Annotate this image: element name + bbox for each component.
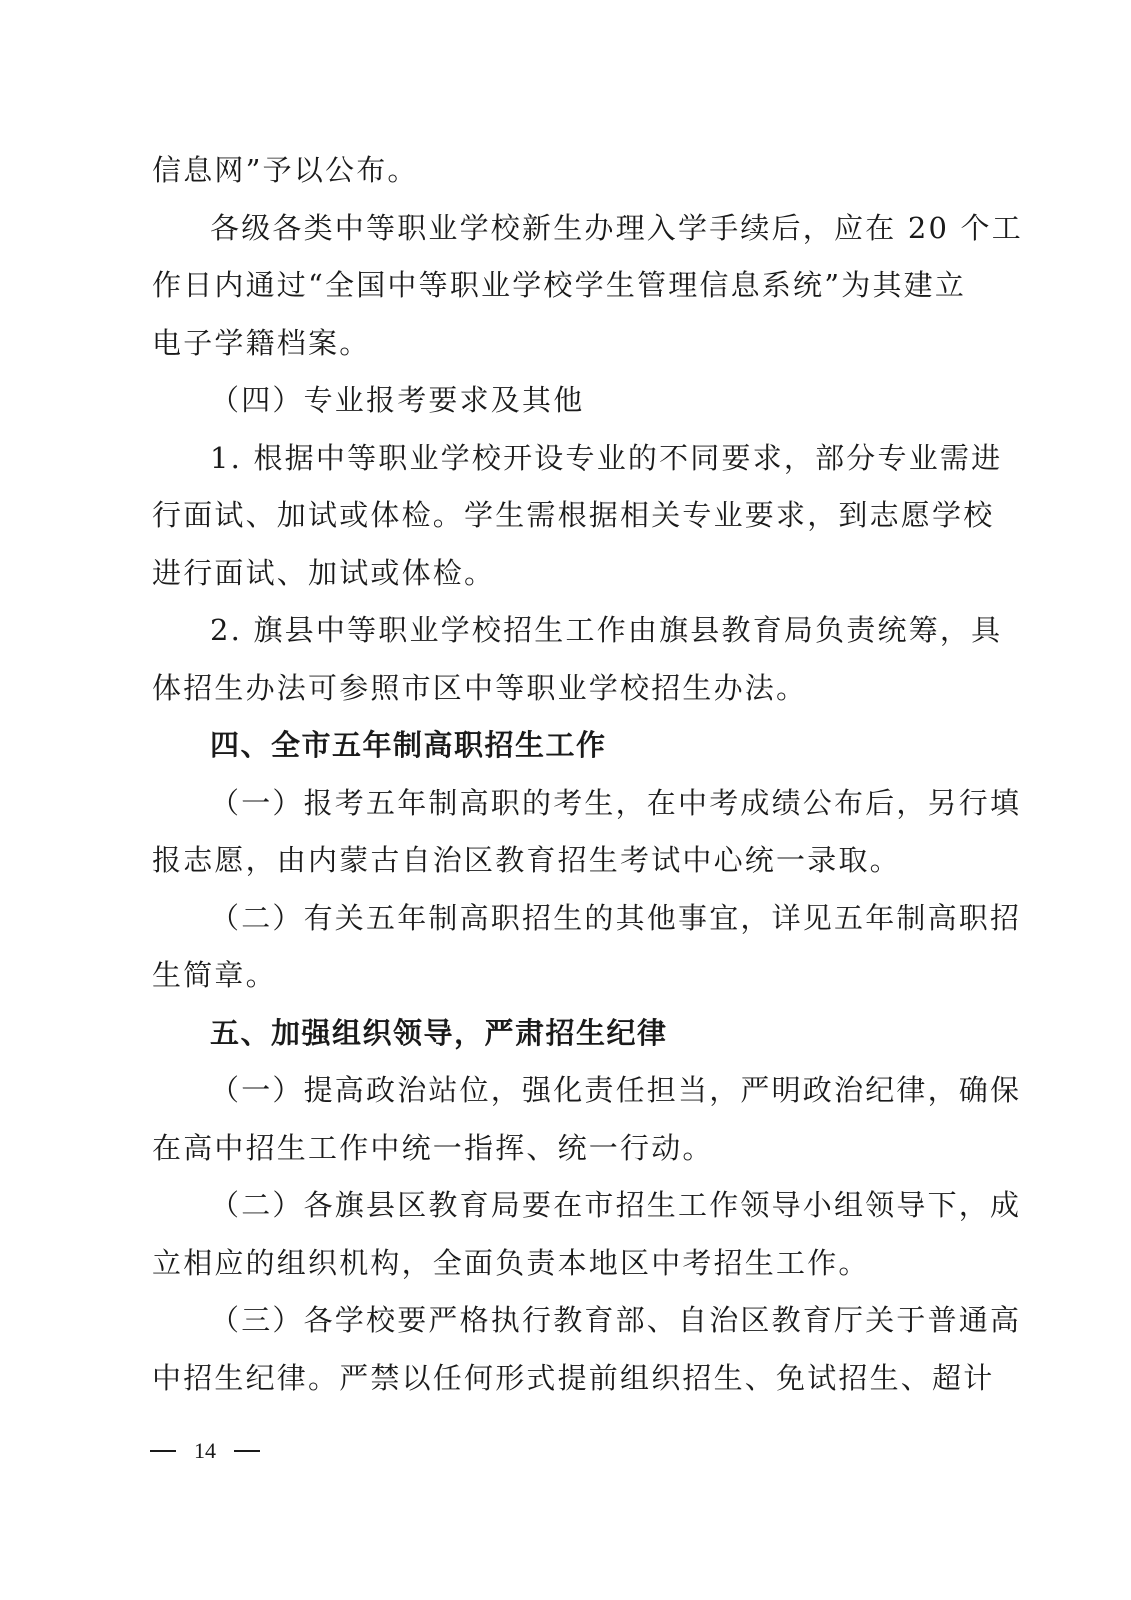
document-body: [152, 142, 1023, 1407]
text-line: 1. 根据中等职业学校开设专业的不同要求，部分专业需进: [210, 440, 1003, 475]
text-line: 进行面试、加试或体检。: [152, 555, 496, 590]
text-line: 各级各类中等职业学校新生办理入学手续后，应在 20 个工: [210, 210, 1023, 245]
text-line: 立相应的组织机构，全面负责本地区中考招生工作。: [152, 1245, 870, 1280]
footer-dash-right: [234, 1450, 260, 1452]
page-number: 14: [194, 1438, 216, 1463]
text-line: 体招生办法可参照市区中等职业学校招生办法。: [152, 670, 808, 705]
text-line: （一）报考五年制高职的考生，在中考成绩公布后，另行填: [210, 785, 1022, 820]
text-line: 电子学籍档案。: [152, 325, 371, 360]
text-line: 信息网”予以公布。: [152, 153, 419, 187]
subsection-heading: （四）专业报考要求及其他: [210, 383, 585, 417]
text-line: （三）各学校要严格执行教育部、自治区教育厅关于普通高: [210, 1303, 1022, 1337]
text-line: 生简章。: [152, 958, 277, 992]
page-footer: [150, 1438, 260, 1464]
text-line: 中招生纪律。严禁以任何形式提前组织招生、免试招生、超计: [152, 1360, 995, 1395]
text-line: 作日内通过“全国中等职业学校学生管理信息系统”为其建立: [152, 268, 967, 302]
text-line: 行面试、加试或体检。学生需根据相关专业要求，到志愿学校: [152, 498, 995, 532]
text-line: 2. 旗县中等职业学校招生工作由旗县教育局负责统筹，具: [210, 613, 1003, 647]
text-line: 报志愿，由内蒙古自治区教育招生考试中心统一录取。: [152, 843, 901, 877]
text-line: （一）提高政治站位，强化责任担当，严明政治纪律，确保: [210, 1073, 1022, 1107]
text-line: （二）有关五年制高职招生的其他事宜，详见五年制高职招: [210, 900, 1022, 935]
text-line: （二）各旗县区教育局要在市招生工作领导小组领导下，成: [210, 1188, 1022, 1222]
section-heading: 五、加强组织领导，严肃招生纪律: [210, 1015, 668, 1050]
text-line: 在高中招生工作中统一指挥、统一行动。: [152, 1130, 714, 1165]
footer-dash-left: [150, 1450, 176, 1452]
section-heading: 四、全市五年制高职招生工作: [210, 728, 607, 762]
